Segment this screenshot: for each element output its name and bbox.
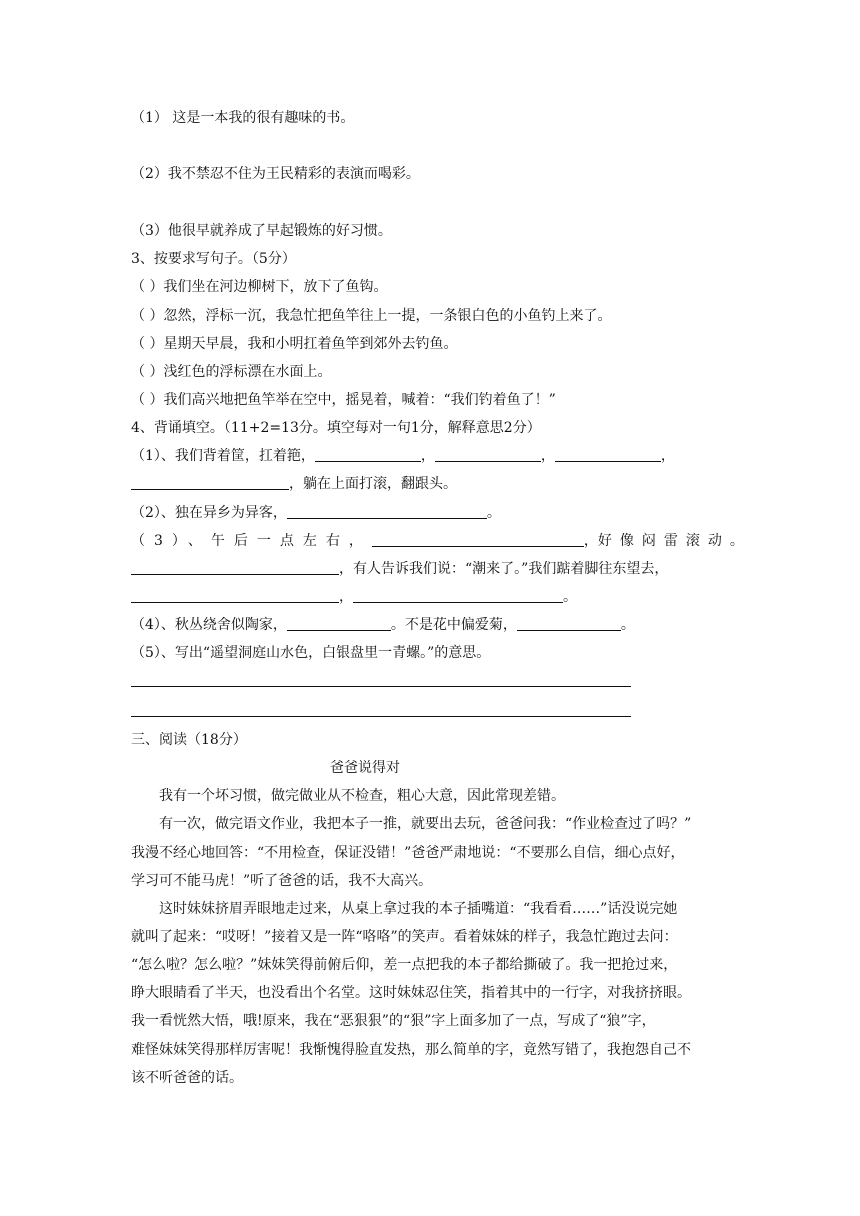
q4-part3-line3: ， 。 xyxy=(131,587,577,607)
reading-line: 学习可不能马虎！”听了爸爸的话，我不大高兴。 xyxy=(131,873,433,889)
fill-blank[interactable] xyxy=(131,475,289,490)
q4-part2: （2）、独在异乡为异客， 。 xyxy=(131,505,501,521)
reading-line: 难怪妹妹笑得那样厉害呢！我惭愧得脸直发热，那么简单的字，竟然写错了，我抱怨自己不 xyxy=(131,1042,691,1058)
sentence-2: （2）我不禁忍不住为王民精彩的表演而喝彩。 xyxy=(131,166,420,182)
q4-part1-line2: ，躺在上面打滚，翻跟头。 xyxy=(131,474,457,494)
q3-item-5: （ ）我们高兴地把鱼竿举在空中，摇晃着，喊着：“我们钓着鱼了！” xyxy=(131,392,556,408)
reading-title: 爸爸说得对 xyxy=(330,760,400,776)
q4-heading: 4、背诵填空。（11+2=13分。填空每对一句1分，解释意思2分） xyxy=(131,420,541,436)
q3-item-1: （ ）我们坐在河边柳树下，放下了鱼钩。 xyxy=(131,279,388,295)
q3-item-3: （ ）星期天早晨，我和小明扛着鱼竿到郊外去钓鱼。 xyxy=(131,336,458,352)
sentence-3: （3）他很早就养成了早起锻炼的好习惯。 xyxy=(131,223,392,239)
q4-part1-line1: （1）、我们背着筐，扛着筢， ， ， ， xyxy=(131,448,675,464)
reading-heading: 三、阅读（18分） xyxy=(131,732,247,748)
fill-blank[interactable] xyxy=(131,588,339,603)
fill-blank[interactable] xyxy=(555,447,661,462)
fill-blank[interactable] xyxy=(353,588,563,603)
fill-blank[interactable] xyxy=(315,447,421,462)
fill-blank[interactable] xyxy=(287,504,487,519)
answer-line[interactable] xyxy=(131,686,631,687)
q3-item-2: （ ）忽然，浮标一沉，我急忙把鱼竿往上一提，一条银白色的小鱼钓上来了。 xyxy=(131,308,612,324)
fill-blank[interactable] xyxy=(517,616,621,631)
reading-line: 我有一个坏习惯，做完做业从不检查，粗心大意，因此常现差错。 xyxy=(159,788,565,804)
reading-line: 有一次，做完语文作业，我把本子一推，就要出去玩，爸爸问我：“作业检查过了吗？” xyxy=(159,816,692,832)
sentence-1: （1） 这是一本我的很有趣味的书。 xyxy=(131,110,355,126)
reading-line: 这时妹妹挤眉弄眼地走过来，从桌上拿过我的本子插嘴道：“我看看……”话没说完她 xyxy=(159,901,678,917)
q3-heading: 3、按要求写句子。（5分） xyxy=(131,251,296,267)
q4-part5: （5）、写出“遥望洞庭山水色，白银盘里一青螺。”的意思。 xyxy=(131,645,491,661)
fill-blank[interactable] xyxy=(287,616,391,631)
reading-line: 我漫不经心地回答：“不用检查，保证没错！”爸爸严肃地说：“不要那么自信，细心点好， xyxy=(131,845,685,861)
reading-line: 我一看恍然大悟，哦!原来，我在“恶狠狠”的“狠”字上面多加了一点，写成了“狼”字， xyxy=(131,1013,656,1029)
q3-item-4: （ ）浅红色的浮标漂在水面上。 xyxy=(131,364,332,380)
q4-part3-line2: ，有人告诉我们说：“潮来了。”我们踮着脚往东望去， xyxy=(131,559,668,579)
q4-part3-line1: （3）、午后一点左右， ， 好像闷雷滚动。 xyxy=(131,533,752,549)
reading-line: 睁大眼睛看了半天，也没看出个名堂。这时妹妹忍住笑，指着其中的一行字，对我挤挤眼。 xyxy=(131,985,691,1001)
q4-part1-text: （1）、我们背着筐，扛着筢， xyxy=(131,448,315,464)
reading-line: 就叫了起来：“哎呀！”接着又是一阵“咯咯”的笑声。看着妹妹的样子，我急忙跑过去问： xyxy=(131,929,678,945)
reading-line: “怎么啦？怎么啦？”妹妹笑得前俯后仰，差一点把我的本子都给撕破了。我一把抢过来， xyxy=(131,957,678,973)
answer-line[interactable] xyxy=(131,716,631,717)
reading-line: 该不听爸爸的话。 xyxy=(131,1070,243,1086)
fill-blank[interactable] xyxy=(131,560,339,575)
q4-part4: （4）、秋丛绕舍似陶家， 。不是花中偏爱菊， 。 xyxy=(131,617,635,633)
fill-blank[interactable] xyxy=(372,532,584,547)
fill-blank[interactable] xyxy=(435,447,541,462)
